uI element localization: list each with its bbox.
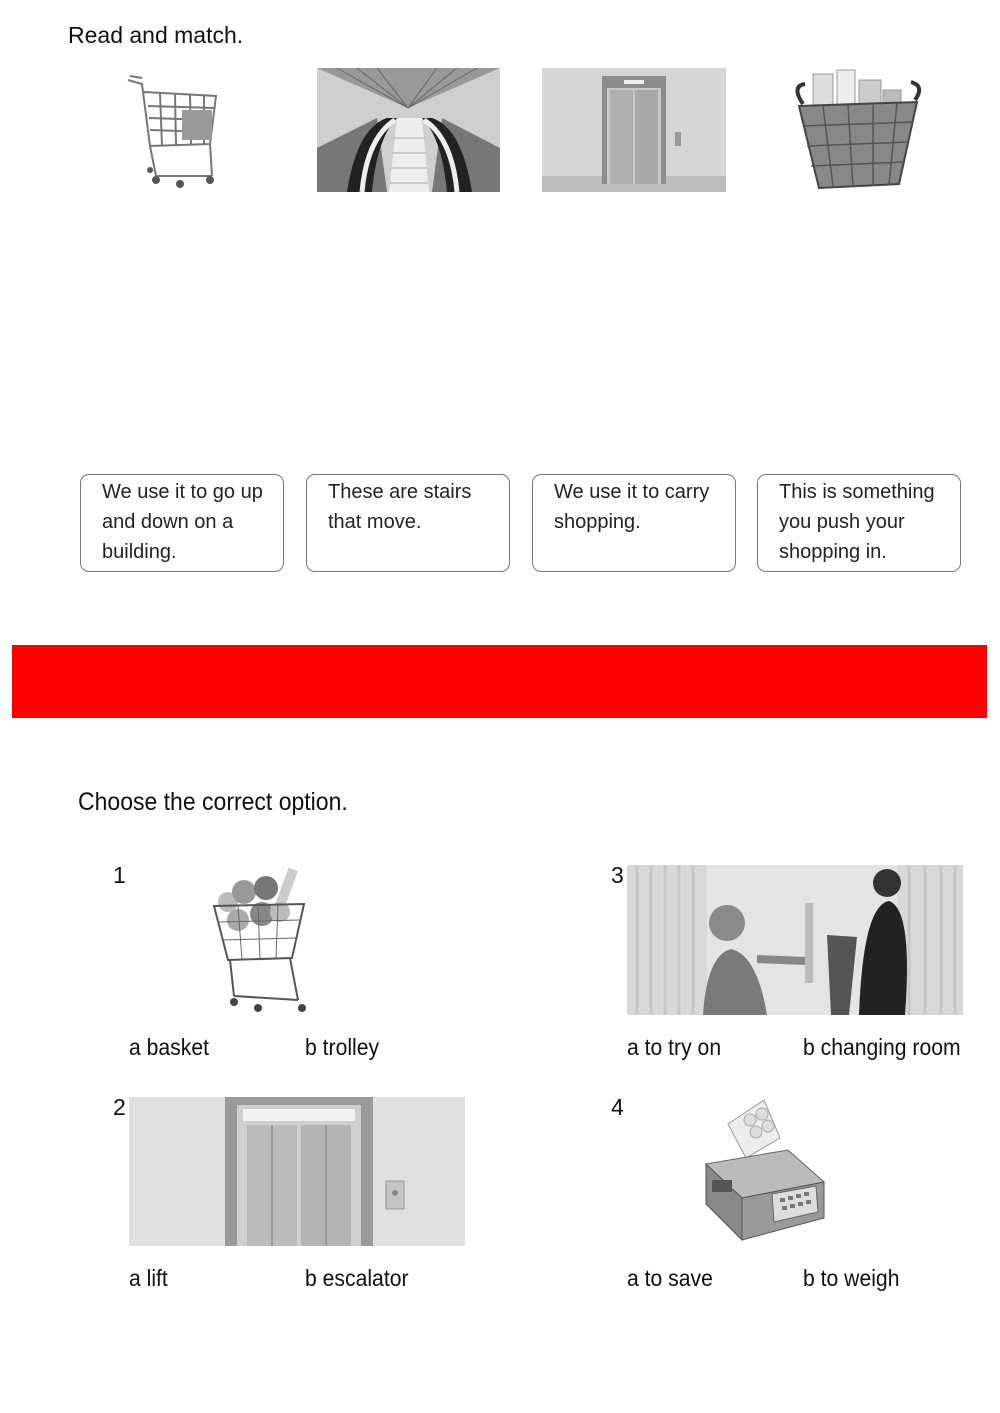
option-b[interactable]: b changing room (803, 1034, 961, 1060)
escalator-photo (317, 68, 500, 192)
option-a[interactable]: a basket (129, 1034, 209, 1060)
question-number: 3 (611, 862, 624, 888)
option-a[interactable]: a to save (627, 1265, 713, 1291)
weighing-scale-photo (698, 1094, 838, 1246)
shopping-basket-photo (793, 66, 925, 194)
section-title: Choose the correct option. (78, 788, 348, 816)
question-number: 1 (113, 862, 126, 888)
match-box-1: We use it to go up and down on a building. (80, 474, 284, 572)
page-title: Read and match. (68, 22, 244, 48)
option-a[interactable]: a to try on (627, 1034, 722, 1060)
option-b[interactable]: b escalator (305, 1265, 409, 1291)
lift-doors-photo (129, 1097, 465, 1246)
option-b[interactable]: b trolley (305, 1034, 380, 1060)
shopping-trolley-icon (120, 66, 220, 194)
question-number: 2 (113, 1094, 126, 1120)
match-box-4: This is something you push your shopping in. (757, 474, 961, 572)
changing-room-photo (627, 865, 963, 1015)
question-number: 4 (611, 1094, 624, 1120)
match-box-3: We use it to carry shopping. (532, 474, 736, 572)
option-b[interactable]: b to weigh (803, 1265, 900, 1291)
option-a[interactable]: a lift (129, 1265, 168, 1291)
match-box-2: These are stairs that move. (306, 474, 510, 572)
lift-photo (542, 68, 726, 192)
red-divider-bar (12, 645, 987, 718)
full-trolley-photo (208, 862, 310, 1018)
